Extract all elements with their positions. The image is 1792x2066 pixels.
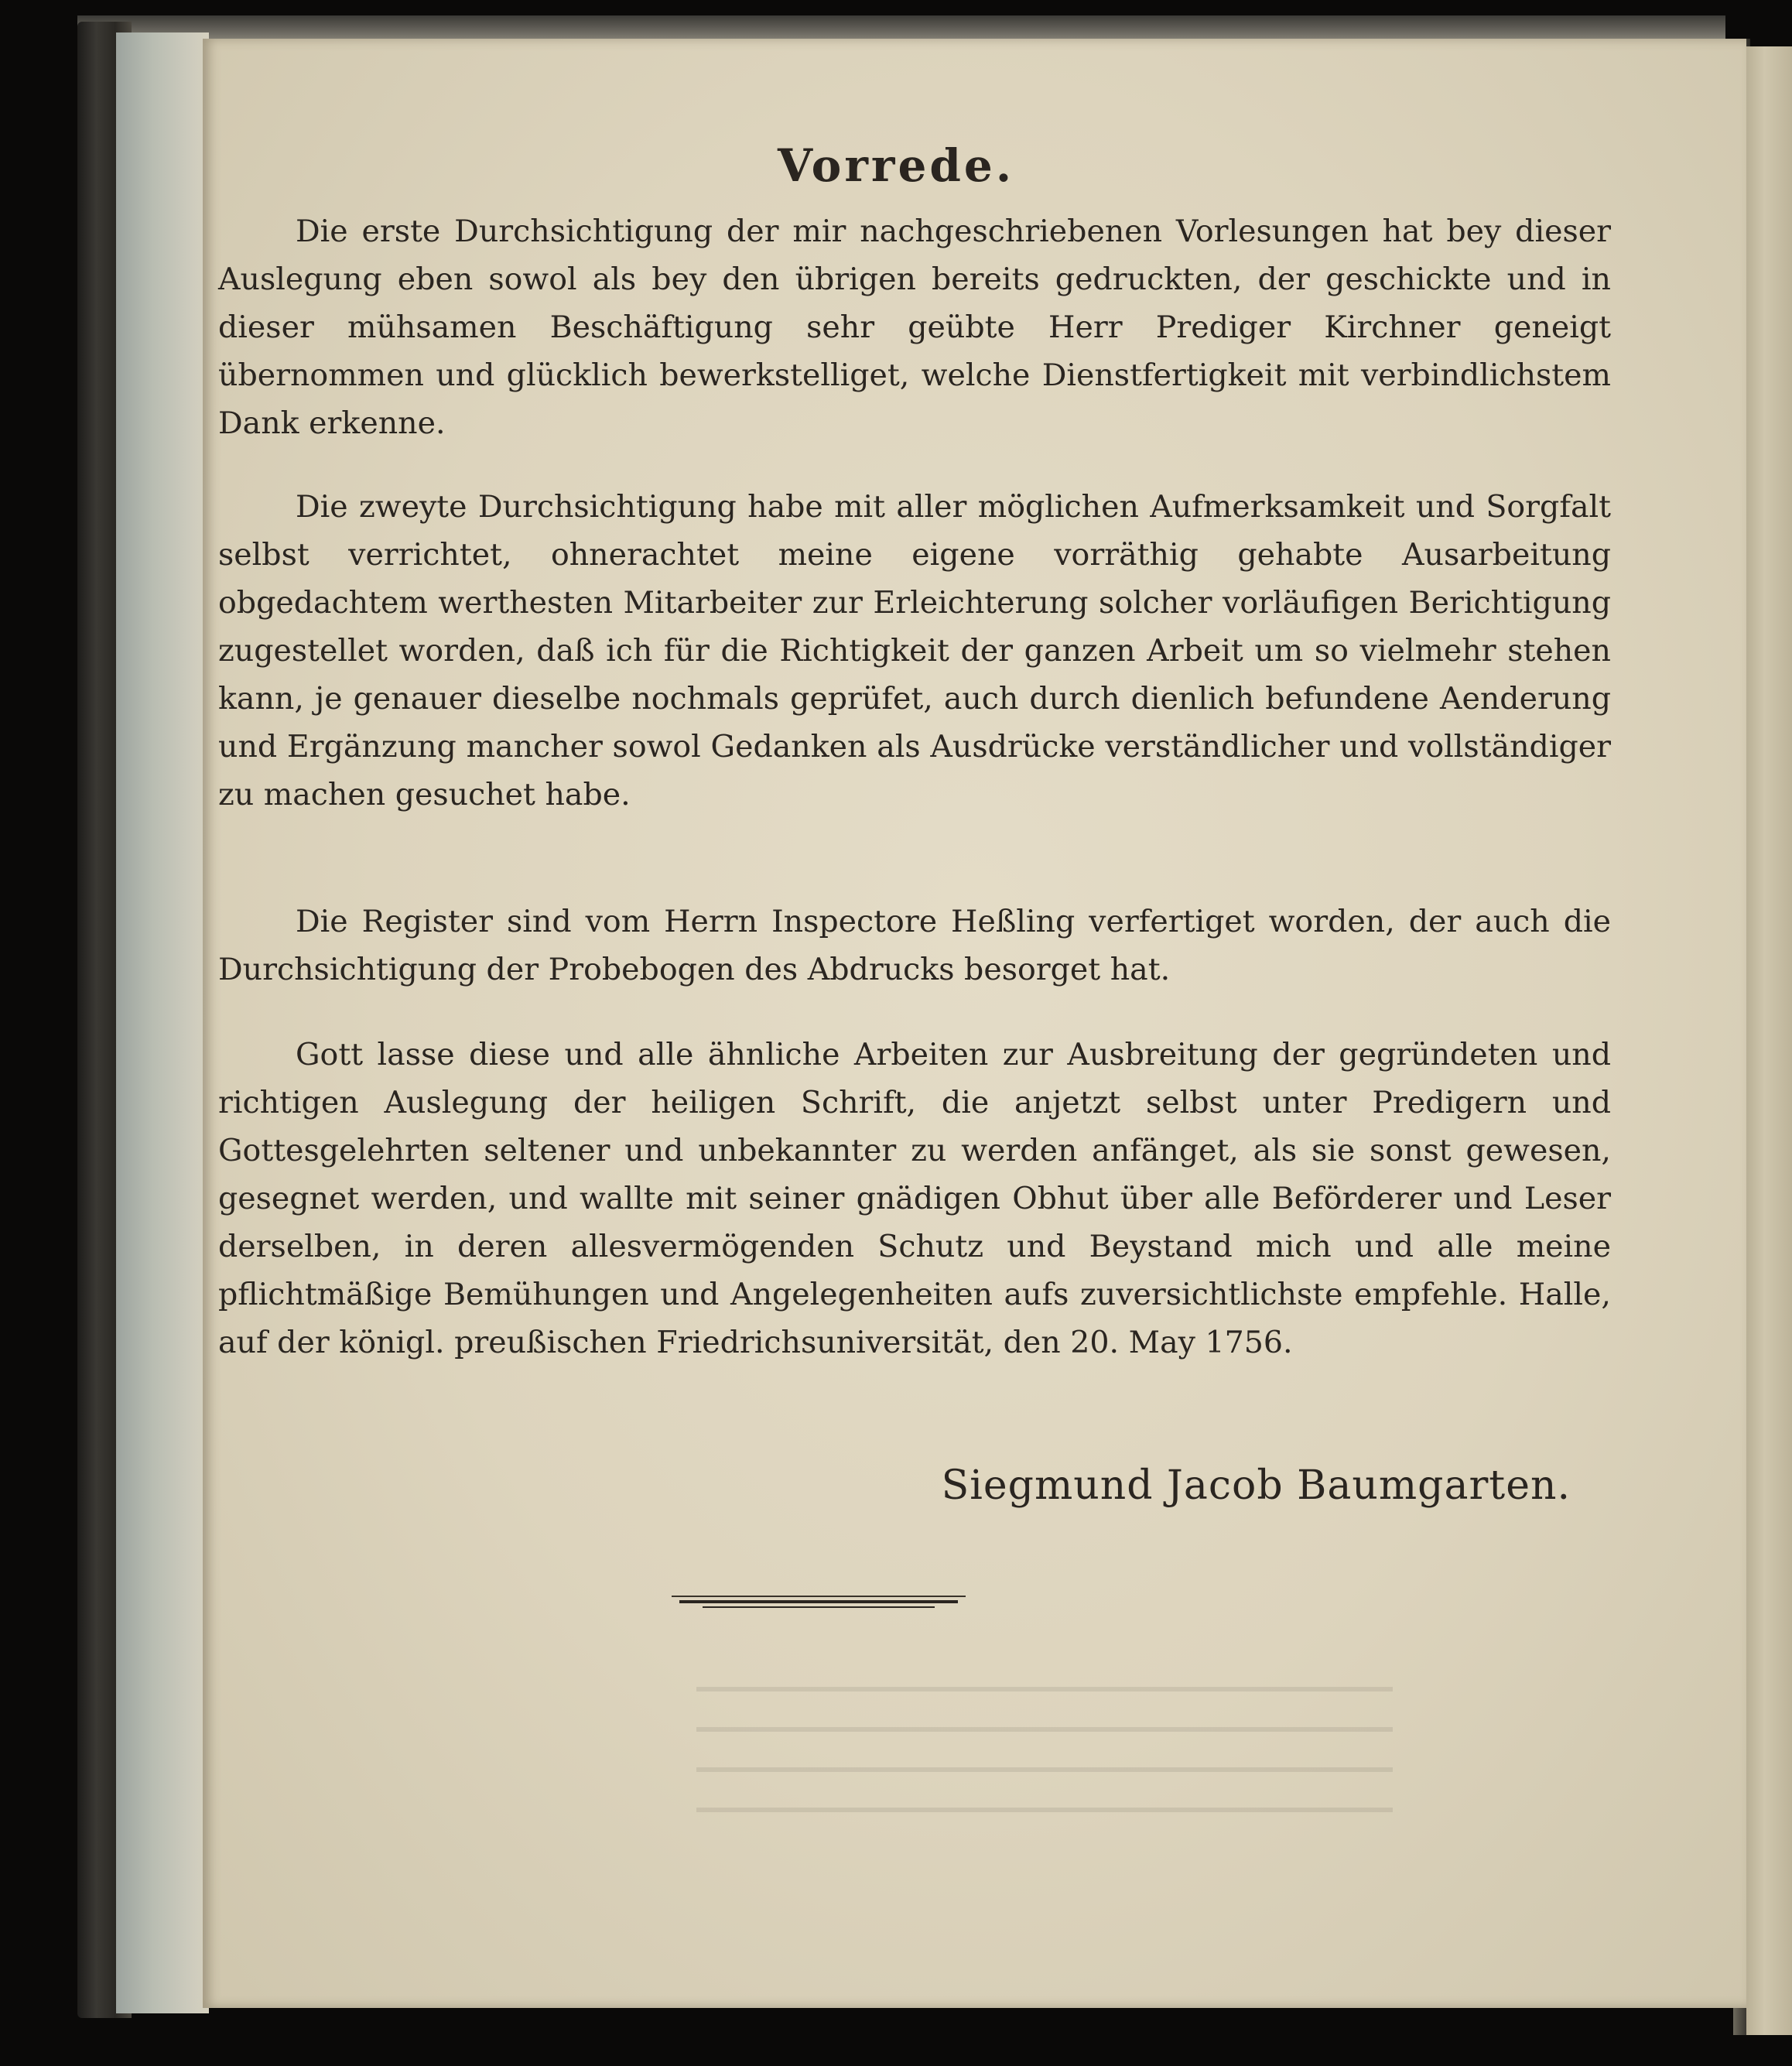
- closing-rule-top-line: [672, 1596, 966, 1597]
- closing-rule-thick-line: [679, 1600, 958, 1603]
- paragraph-3: Die Register sind vom Herrn Inspectore Heßling verfertiget worden, der auch die Durchsichtigung der Probebogen des Abdrucks besorget hat.: [218, 904, 1611, 987]
- bleed-through-texture: [696, 1687, 1393, 1842]
- closing-rule-thin-line: [703, 1606, 935, 1608]
- author-signature: Siegmund Jacob Baumgarten.: [941, 1462, 1571, 1509]
- cover-board: [116, 32, 209, 2013]
- paragraph-4: Gott lasse diese und alle ähnliche Arbeiten zur Ausbreitung der gegründeten und richtigen Auslegung der heiligen Schrift, die anjetzt selbst unter Predigern und Gottesgelehrten seltener und unbekannter zu werden anfänget, als sie sonst gewesen, gesegnet werden, und wallte mit seiner gnädigen Obhut über alle Beförderer und Leser derselben, in deren allesvermögenden Schutz und Beystand mich und alle meine pflichtmäßige Bemühungen und Angelegenheiten aufs zuversichtlichste empfehle. Halle, auf der königl. preußischen Friedrichsuniversität, den 20. May 1756.: [218, 1037, 1611, 1360]
- closing-rule: [664, 1594, 973, 1614]
- facing-page-edge: [1746, 46, 1792, 2035]
- paragraph-2: Die zweyte Durchsichtigung habe mit aller möglichen Aufmerksamkeit und Sorgfalt selbst verrichtet, ohnerachtet meine eigene vorräthig gehabte Ausarbeitung obgedachtem werthesten Mitarbeiter zur Erleichterung solcher vorläufigen Berichtigung zugestellet worden, daß ich für die Richtigkeit der ganzen Arbeit um so vielmehr stehen kann, je genauer dieselbe nochmals geprüfet, auch durch dienlich befundene Aenderung und Ergänzung mancher sowol Gedanken als Ausdrücke verständlicher und vollständiger zu machen gesuchet habe.: [218, 489, 1611, 812]
- page-heading: Vorrede.: [777, 139, 1015, 192]
- paragraph-1: Die erste Durchsichtigung der mir nachgeschriebenen Vorlesungen hat bey dieser Auslegung eben sowol als bey den übrigen bereits gedruckten, der geschickte und in dieser mühsamen Beschäftigung sehr geübte Herr Prediger Kirchner geneigt übernommen und glücklich bewerkstelliget, welche Dienstfertigkeit mit verbindlichstem Dank erkenne.: [218, 214, 1611, 441]
- book-top-edge: [77, 15, 1725, 42]
